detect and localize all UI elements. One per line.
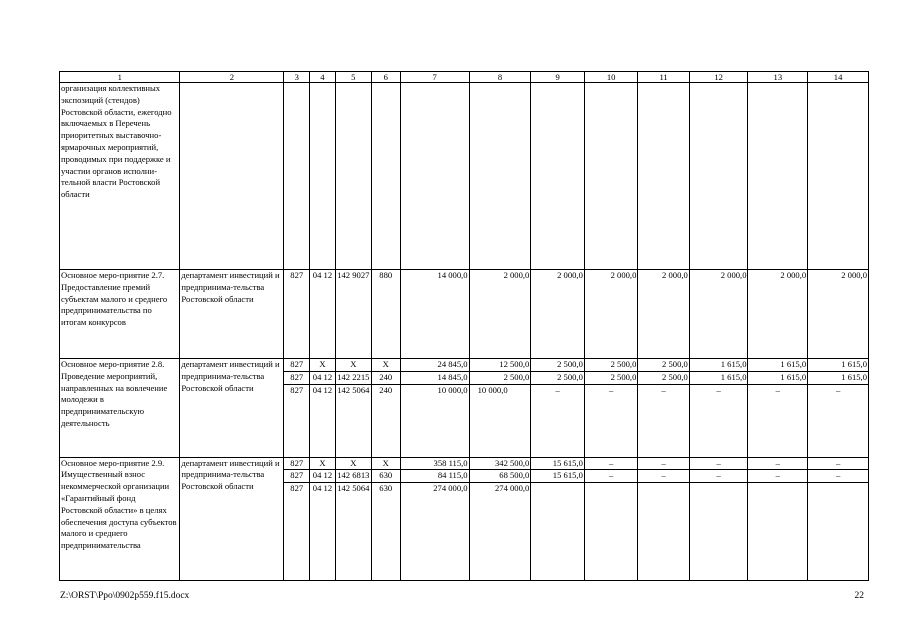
cell-year: 274 000,0 — [469, 483, 531, 581]
cell-year: 2 500,0 — [469, 371, 531, 384]
cell-vr: 880 — [371, 270, 400, 359]
col-number: 6 — [371, 72, 400, 83]
cell-year: 1 615,0 — [808, 359, 869, 372]
cell-year: 68 500,0 — [469, 470, 531, 483]
cell-year: 2 000,0 — [469, 270, 531, 359]
cell-year — [531, 483, 585, 581]
cell-year: 2 500,0 — [584, 371, 638, 384]
cell-total: 84 115,0 — [400, 470, 469, 483]
cell-year: 2 000,0 — [689, 270, 748, 359]
cell-vr: X — [371, 457, 400, 470]
col-number: 1 — [60, 72, 180, 83]
activity-description: организация коллективных экспозиций (стендов) Ростовской области, ежегодно включаемых в Перечень приоритетных выставочно-ярмарочных мероприятий, проводимых при поддержке и участии органов исполни-тельной власти Ростовской области — [60, 83, 180, 270]
cell-year: 2 500,0 — [638, 371, 689, 384]
cell-year: 2 000,0 — [584, 270, 638, 359]
cell-rzpr: 04 12 — [310, 384, 336, 457]
cell-year: – — [748, 457, 808, 470]
cell-year — [584, 483, 638, 581]
cell-year: 1 615,0 — [689, 359, 748, 372]
col-number: 13 — [748, 72, 808, 83]
cell-total: 358 115,0 — [400, 457, 469, 470]
cell-year: 1 615,0 — [748, 371, 808, 384]
file-path: Z:\ORST\Ppo\0902p559.f15.docx — [60, 591, 190, 601]
cell-rzpr: 04 12 — [310, 371, 336, 384]
activity-description: Основное меро-приятие 2.8. Проведение мероприятий, направленных на вовлечение молодежи в предпринимательскую деятельность — [60, 359, 180, 458]
cell-year: – — [808, 457, 869, 470]
page-number: 22 — [854, 591, 864, 601]
cell-year: 15 615,0 — [531, 470, 585, 483]
table-row — [60, 457, 869, 470]
table-row — [60, 83, 869, 270]
cell-vr: 240 — [371, 384, 400, 457]
cell-year: 1 615,0 — [689, 371, 748, 384]
cell-year: – — [638, 470, 689, 483]
cell-year — [689, 483, 748, 581]
activity-description: Основное меро-приятие 2.7. Предоставление премий субъектам малого и среднего предпринимательства по итогам конкурсов — [60, 270, 180, 359]
cell-year: – — [748, 384, 808, 457]
col-number: 8 — [469, 72, 531, 83]
col-number: 4 — [310, 72, 336, 83]
cell-year: 15 615,0 — [531, 457, 585, 470]
col-number: 3 — [284, 72, 310, 83]
budget-table — [59, 71, 869, 581]
cell-year — [748, 483, 808, 581]
col-number: 11 — [638, 72, 689, 83]
cell-grbs: 827 — [284, 371, 310, 384]
cell-year: 12 500,0 — [469, 359, 531, 372]
cell-year — [808, 483, 869, 581]
responsible-executor: департамент инвестиций и предпринима-тельства Ростовской области — [180, 457, 284, 581]
cell-total: 10 000,0 — [400, 384, 469, 457]
cell-csr: X — [335, 359, 371, 372]
cell-year: – — [584, 470, 638, 483]
cell-grbs: 827 — [284, 270, 310, 359]
header-row — [60, 72, 869, 83]
cell-rzpr: 04 12 — [310, 483, 336, 581]
cell-year: – — [531, 384, 585, 457]
cell-year: – — [689, 457, 748, 470]
cell-year: 2 000,0 — [638, 270, 689, 359]
cell-rzpr: X — [310, 457, 336, 470]
cell-year: 1 615,0 — [808, 371, 869, 384]
cell-grbs: 827 — [284, 384, 310, 457]
col-number: 7 — [400, 72, 469, 83]
cell-vr: 630 — [371, 483, 400, 581]
cell-year: 2 500,0 — [584, 359, 638, 372]
cell-grbs: 827 — [284, 457, 310, 470]
cell-year: – — [689, 470, 748, 483]
cell-vr: X — [371, 359, 400, 372]
cell-rzpr: 04 12 — [310, 270, 336, 359]
cell-vr: 630 — [371, 470, 400, 483]
activity-description: Основное меро-приятие 2.9. Имущественный взнос некоммерческой организации «Гарантийный фонд Ростовской области» в целях обеспечения доступа субъектов малого и среднего предпринимательства — [60, 457, 180, 581]
cell-total: 274 000,0 — [400, 483, 469, 581]
col-number: 2 — [180, 72, 284, 83]
cell-grbs: 827 — [284, 359, 310, 372]
cell-csr: X — [335, 457, 371, 470]
cell-year: 1 615,0 — [748, 359, 808, 372]
cell-year: 2 500,0 — [531, 359, 585, 372]
cell-year: – — [689, 384, 748, 457]
col-number: 9 — [531, 72, 585, 83]
cell-year: 2 000,0 — [748, 270, 808, 359]
cell-year: – — [808, 470, 869, 483]
cell-rzpr: 04 12 — [310, 470, 336, 483]
cell-year: 2 000,0 — [531, 270, 585, 359]
cell-vr: 240 — [371, 371, 400, 384]
cell-rzpr: X — [310, 359, 336, 372]
cell-total: 14 845,0 — [400, 371, 469, 384]
cell-year — [638, 483, 689, 581]
cell-year: 2 500,0 — [638, 359, 689, 372]
col-number: 12 — [689, 72, 748, 83]
col-number: 5 — [335, 72, 371, 83]
col-number: 14 — [808, 72, 869, 83]
table-row — [60, 359, 869, 372]
cell-csr: 142 9027 — [335, 270, 371, 359]
responsible-executor: департамент инвестиций и предпринима-тельства Ростовской области — [180, 270, 284, 359]
responsible-executor: департамент инвестиций и предпринима-тельства Ростовской области — [180, 359, 284, 458]
cell-year: 2 000,0 — [808, 270, 869, 359]
cell-csr: 142 2215 — [335, 371, 371, 384]
cell-year: – — [638, 457, 689, 470]
cell-year: – — [584, 384, 638, 457]
cell-csr: 142 5064 — [335, 483, 371, 581]
cell-year: – — [808, 384, 869, 457]
cell-year: 10 000,0 — [469, 384, 531, 457]
cell-total: 14 000,0 — [400, 270, 469, 359]
cell-year: 342 500,0 — [469, 457, 531, 470]
cell-year: – — [638, 384, 689, 457]
col-number: 10 — [584, 72, 638, 83]
cell-year: – — [748, 470, 808, 483]
cell-total: 24 845,0 — [400, 359, 469, 372]
cell-grbs: 827 — [284, 470, 310, 483]
cell-grbs: 827 — [284, 483, 310, 581]
cell-year: – — [584, 457, 638, 470]
cell-year: 2 500,0 — [531, 371, 585, 384]
cell-csr: 142 5064 — [335, 384, 371, 457]
cell-csr: 142 6813 — [335, 470, 371, 483]
table-row — [60, 270, 869, 359]
